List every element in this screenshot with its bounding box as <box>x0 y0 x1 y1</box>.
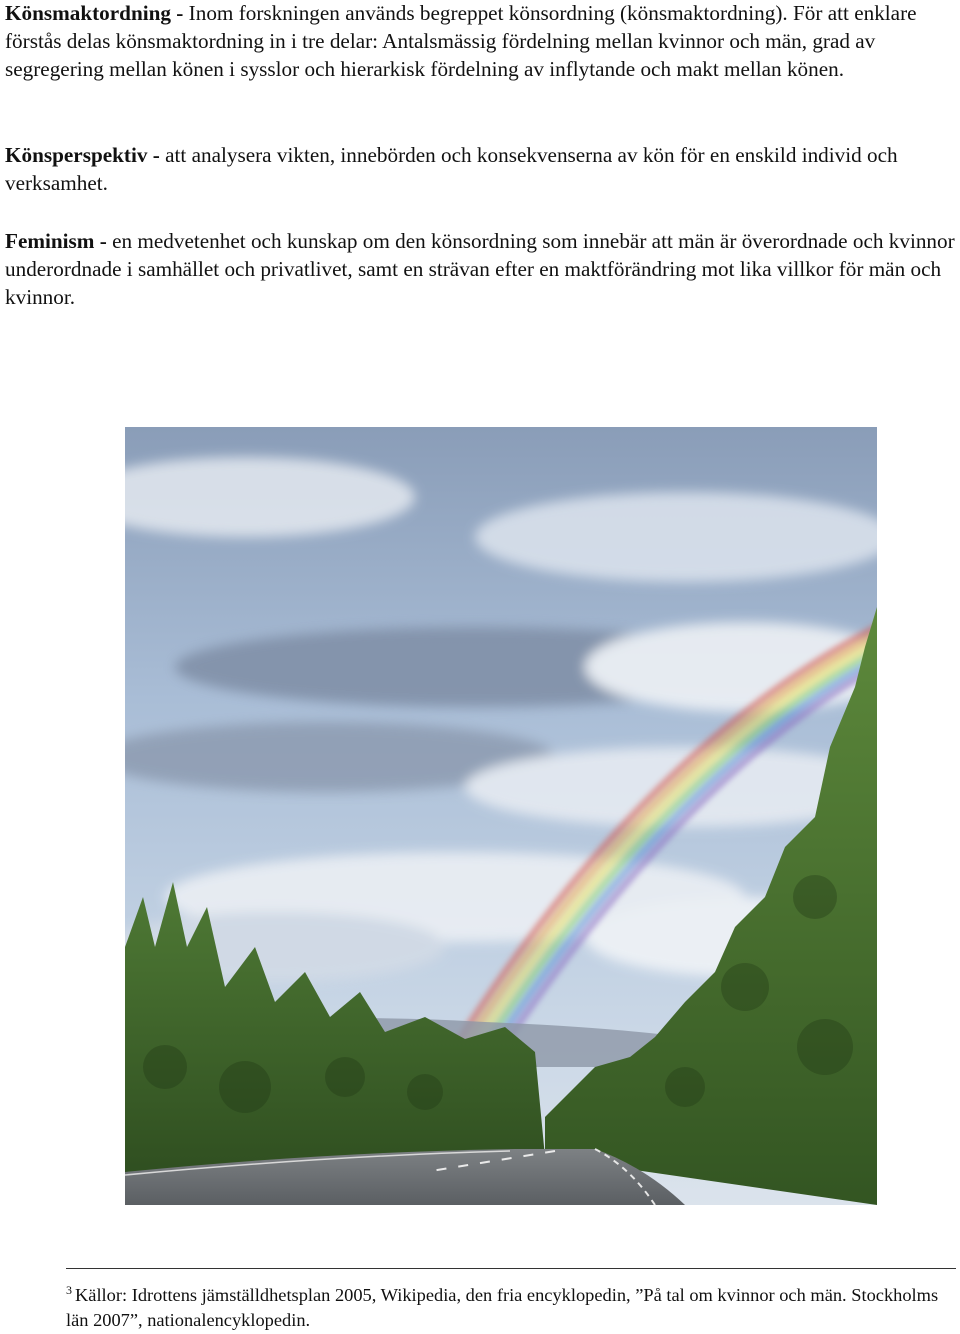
definition-konsmaktordning <box>5 0 957 84</box>
definition-term: Feminism - <box>5 229 107 253</box>
definition-term: Könsperspektiv - <box>5 143 160 167</box>
definition-text: en medvetenhet och kunskap om den könsordning som innebär att män är överordnade och kvinnor underordnade i samhället och privatlivet, samt en strävan efter en maktförändring mot lika villkor för män och kvinnor. <box>5 229 955 310</box>
definition-text: Inom forskningen används begreppet könsordning (könsmaktordning). För att enklare förstås delas könsmaktordning in i tre delar: Antalsmässig fördelning mellan kvinnor och män, grad av segregering mellan könen i sysslor och hierarkisk fördelning av inflytande och makt mellan könen. <box>5 1 917 82</box>
definition-konsperspektiv <box>5 141 957 197</box>
rainbow-road-photo <box>125 427 877 1205</box>
footnote-divider <box>66 1268 956 1269</box>
definition-text: att analysera vikten, innebörden och konsekvenserna av kön för en enskild individ och verksamhet. <box>5 143 898 196</box>
definition-feminism <box>5 227 957 312</box>
footnote-number: 3 <box>66 1283 72 1297</box>
footnote-text: Källor: Idrottens jämställdhetsplan 2005, Wikipedia, den fria encyklopedin, ”På tal om kvinnor och män. Stockholms län 2007”, nationalencyklopedin. <box>66 1285 939 1330</box>
footnote <box>66 1283 956 1332</box>
definition-term: Könsmaktordning - <box>5 1 184 25</box>
